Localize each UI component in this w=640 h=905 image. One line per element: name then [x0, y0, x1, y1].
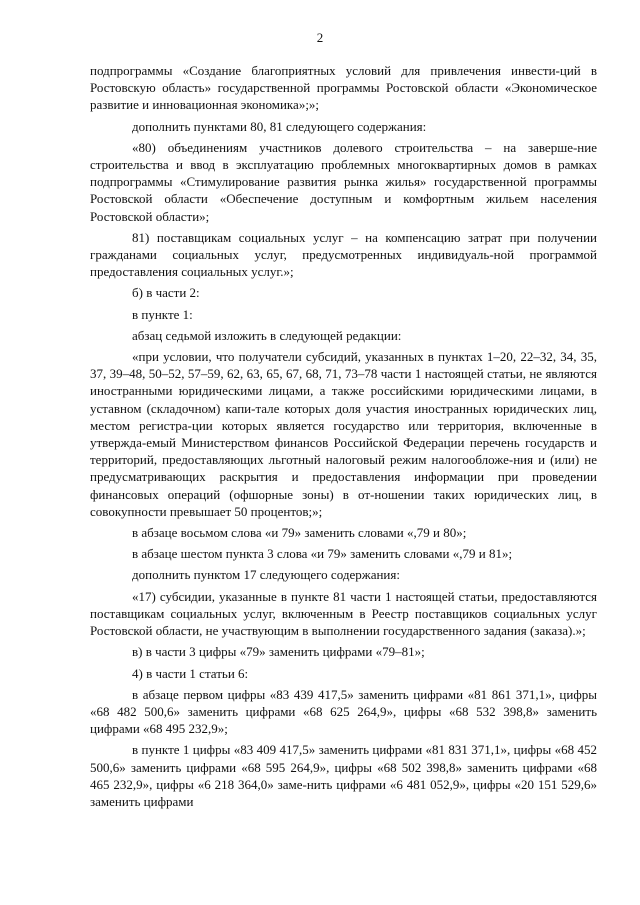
paragraph-8: «при условии, что получатели субсидий, указанных в пунктах 1–20, 22–32, 34, 35, 37, 39–48, 50–52, 57–59, 62, 63, 65, 67, 68, 71, 73–78 части 1 настоящей статьи, не являются иностранными юридическими лицами, а также российскими юридическими лицами, в уставном (складочном) капи-тале которых доля участия иностранных юридических лиц, местом регистра-ции которых является государство или территория, включенные в утвержда-емый Министерством финансов Российской Федерации перечень государств и территорий, предоставляющих льготный налоговый режим налогообложе-ния и (или) не предусматривающих раскрытия и предоставления информации при проведении финансовых операций (офшорные зоны) в от-ношении таких юридических лиц, в совокупности превышает 50 процентов;»;	[90, 349, 597, 519]
paragraph-14: 4) в части 1 статьи 6:	[132, 665, 249, 681]
paragraph-13: в) в части 3 цифры «79» заменить цифрами «79–81»;	[132, 644, 425, 660]
paragraph-12: «17) субсидии, указанные в пункте 81 части 1 настоящей статьи, предоставляются поставщикам социальных услуг, включенным в Реестр поставщиков социальных услуг Ростовской области, не участвующим в выполнении государственного задания (заказа).»;	[90, 588, 597, 639]
paragraph-2: дополнить пунктами 80, 81 следующего содержания:	[132, 118, 427, 134]
paragraph-3: «80) объединениям участников долевого строительства – на заверше-ние строительства и ввод в эксплуатацию проблемных многоквартирных домов в рамках подпрограммы «Стимулирование развития рынка жилья» государственной программы Ростовской области «Обеспечение доступным и комфортным жильем населения Ростовской области»;	[90, 139, 597, 224]
paragraph-11: дополнить пунктом 17 следующего содержания:	[132, 567, 400, 583]
paragraph-15: в абзаце первом цифры «83 439 417,5» заменить цифрами «81 861 371,1», цифры «68 482 500,6» заменить цифрами «68 625 264,9», цифры «68 532 398,8» заменить цифрами «68 495 232,9»;	[90, 686, 597, 737]
page-number: 2	[316, 30, 324, 45]
paragraph-7: абзац седьмой изложить в следующей редакции:	[132, 327, 402, 343]
paragraph-6: в пункте 1:	[132, 306, 193, 322]
paragraph-16: в пункте 1 цифры «83 409 417,5» заменить цифрами «81 831 371,1», цифры «68 452 500,6» заменить цифрами «68 595 264,9», цифры «68 502 398,8» заменить цифрами «68 465 232,9», цифры «6 218 364,0» заме-нить цифрами «6 481 052,9», цифры «20 151 529,6» заменить цифрами	[90, 742, 597, 809]
document-body	[90, 62, 597, 814]
paragraph-4: 81) поставщикам социальных услуг – на компенсацию затрат при получении гражданами социальных услуг, предусмотренных индивидуаль-ной программой предоставления социальных услуг.»;	[90, 229, 597, 280]
paragraph-5: б) в части 2:	[132, 285, 200, 301]
paragraph-10: в абзаце шестом пункта 3 слова «и 79» заменить словами «,79 и 81»;	[132, 546, 513, 562]
paragraph-1: подпрограммы «Создание благоприятных условий для привлечения инвести-ций в Ростовскую область» государственной программы Ростовской области «Экономическое развитие и инновационная экономика»;»;	[90, 63, 597, 113]
paragraph-9: в абзаце восьмом слова «и 79» заменить словами «,79 и 80»;	[132, 525, 467, 541]
